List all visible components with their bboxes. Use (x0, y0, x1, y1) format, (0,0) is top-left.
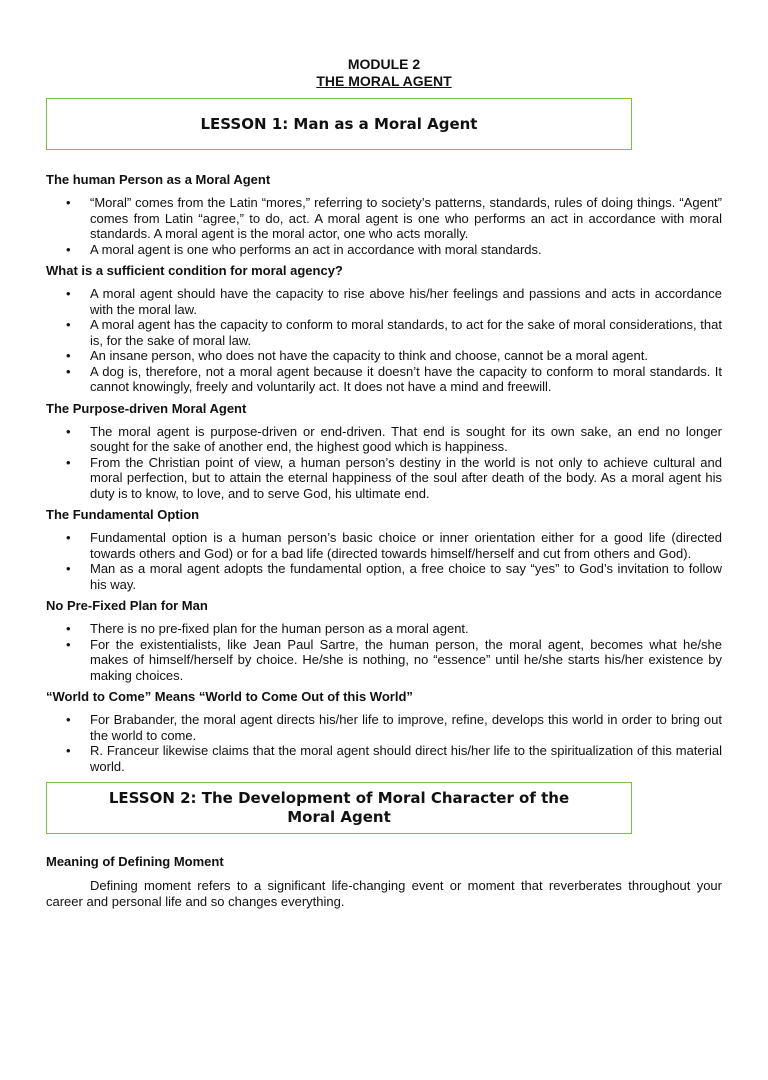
list-item: • There is no pre-fixed plan for the human person as a moral agent. (46, 621, 722, 637)
lesson-2-title-box (46, 782, 632, 834)
list-item: • R. Franceur likewise claims that the moral agent should direct his/her life to the spiritualization of this material world. (46, 743, 722, 774)
list-item: • Man as a moral agent adopts the fundamental option, a free choice to say “yes” to God’s invitation to follow his way. (46, 561, 722, 592)
lesson-1-title-box (46, 98, 632, 150)
section-heading-fundamental-option: The Fundamental Option (46, 507, 200, 522)
section-heading-world-to-come: “World to Come” Means “World to Come Out of this World” (46, 689, 413, 704)
section-list-purpose-driven (46, 424, 722, 502)
document-page (0, 56, 768, 1080)
section-heading-purpose-driven: The Purpose-driven Moral Agent (46, 400, 247, 416)
module-title: THE MORAL AGENT (316, 73, 452, 89)
section-list-fundamental-option (46, 530, 722, 592)
list-item: • For the existentialists, like Jean Paul Sartre, the human person, the moral agent, becomes what he/she makes of himself/herself by choice. He/she is nothing, no “essence” until he/she starts his/her existence by making choices. (46, 637, 722, 684)
module-number: MODULE 2 (347, 56, 421, 72)
section-heading-no-pre-fixed-plan: No Pre-Fixed Plan for Man (46, 598, 208, 613)
list-item: • For Brabander, the moral agent directs his/her life to improve, refine, develops this world in order to bring out the world to come. (46, 712, 722, 743)
list-item: • “Moral” comes from the Latin “mores,” referring to society’s patterns, standards, rules of doing things. “Agent” comes from Latin “agree,” to do, act. A moral agent is one who performs an act in accordance with moral standards. A moral agent is the moral actor, one who acts morally. (46, 195, 722, 242)
lesson-2-title-line-1: LESSON 2: The Development of Moral Character of the (108, 789, 570, 807)
section-list-sufficient-condition (46, 286, 722, 395)
section-heading-sufficient-condition: What is a sufficient condition for moral agency? (46, 263, 343, 278)
defining-moment-paragraph: Defining moment refers to a significant life-changing event or moment that reverberates throughout your career and personal life and so changes everything. (46, 878, 722, 909)
list-item: • A moral agent should have the capacity to rise above his/her feelings and passions and acts in accordance with the moral law. (46, 286, 722, 317)
list-item: • A moral agent is one who performs an act in accordance with moral standards. (46, 242, 722, 258)
list-item: • From the Christian point of view, a human person’s destiny in the world is not only to achieve cultural and moral perfection, but to attain the eternal happiness of the soul after death of the body. As a moral agent his duty is to know, to love, and to serve God, his ultimate end. (46, 455, 722, 502)
section-list-world-to-come (46, 712, 722, 774)
lesson-2-title-line-2: Moral Agent (287, 808, 391, 826)
section-list-human-person (46, 195, 722, 257)
section-heading-human-person: The human Person as a Moral Agent (46, 172, 271, 187)
list-item: • A moral agent has the capacity to conform to moral standards, to act for the sake of moral considerations, that is, for the sake of moral law. (46, 317, 722, 348)
list-item: • The moral agent is purpose-driven or end-driven. That end is sought for its own sake, an end no longer sought for the sake of another end, the highest good which is happiness. (46, 424, 722, 455)
lesson-1-title: LESSON 1: Man as a Moral Agent (200, 115, 478, 133)
list-item: • An insane person, who does not have the capacity to think and choose, cannot be a moral agent. (46, 348, 722, 364)
list-item: • Fundamental option is a human person’s basic choice or inner orientation either for a good life (directed towards others and God) or for a bad life (directed towards himself/herself and cut from others and God). (46, 530, 722, 561)
list-item: • A dog is, therefore, not a moral agent because it doesn’t have the capacity to conform to moral standards. It cannot knowingly, freely and voluntarily act. It does not have a mind and freewill. (46, 364, 722, 395)
module-header (46, 56, 722, 90)
section-list-no-pre-fixed-plan (46, 621, 722, 683)
section-heading-defining-moment: Meaning of Defining Moment (46, 854, 224, 869)
